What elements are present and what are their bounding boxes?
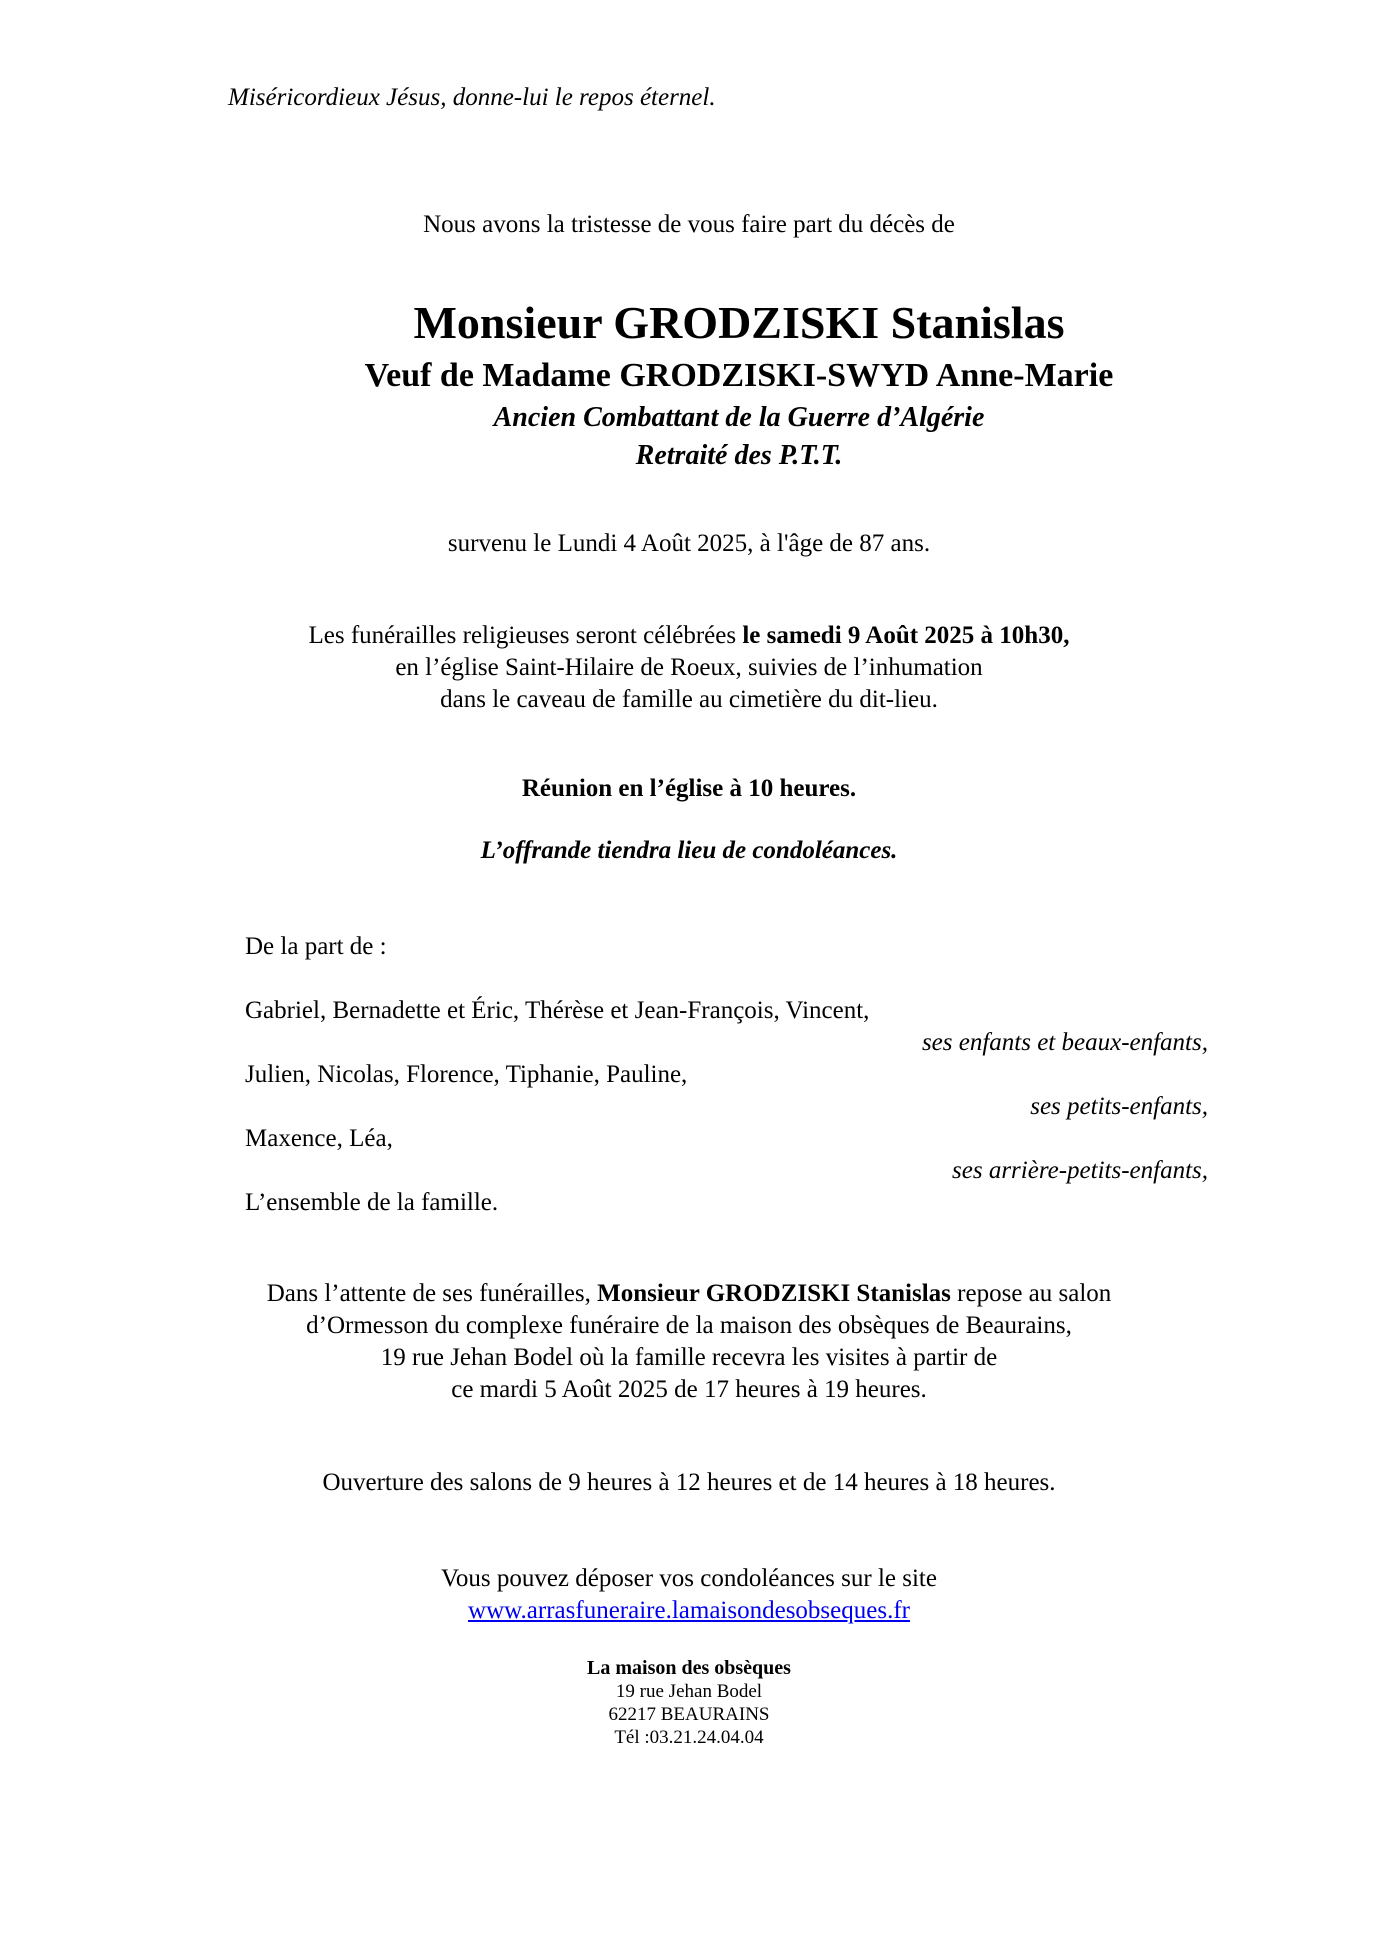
family-relation-grandchildren: ses petits-enfants, bbox=[1030, 1093, 1208, 1120]
funeral-home-footer bbox=[0, 1657, 1378, 1749]
condolences-link[interactable] bbox=[0, 1595, 1378, 1627]
funeral-home-phone: Tél :03.21.24.04.04 bbox=[614, 1727, 764, 1748]
family-names-grandchildren: Julien, Nicolas, Florence, Tiphanie, Pauline, bbox=[245, 1061, 688, 1088]
funeral-line-3: dans le caveau de famille au cimetière du dit-lieu. bbox=[440, 686, 938, 713]
family-relation-children: ses enfants et beaux-enfants, bbox=[921, 1029, 1208, 1056]
church-meeting-notice: Réunion en l’église à 10 heures. bbox=[521, 775, 857, 802]
funeral-line-1-text: Les funérailles religieuses seront célébrées bbox=[308, 622, 743, 649]
funeral-home-name: La maison des obsèques bbox=[587, 1657, 791, 1679]
funeral-date-time: le samedi 9 Août 2025 à 10h30, bbox=[742, 622, 1070, 649]
funeral-line-1 bbox=[0, 620, 1378, 652]
condolences-text: Vous pouvez déposer vos condoléances sur le site bbox=[441, 1565, 937, 1592]
family-names-children: Gabriel, Bernadette et Éric, Thérèse et Jean-François, Vincent, bbox=[245, 997, 870, 1024]
intro-text: Nous avons la tristesse de vous faire part du décès de bbox=[423, 211, 955, 238]
funeral-line-2: en l’église Saint-Hilaire de Roeux, suivies de l’inhumation bbox=[395, 654, 983, 681]
salon-line-2: d’Ormesson du complexe funéraire de la maison des obsèques de Beaurains, bbox=[306, 1312, 1072, 1339]
family-names-great-grandchildren: Maxence, Léa, bbox=[245, 1125, 393, 1152]
salon-line-4: ce mardi 5 Août 2025 de 17 heures à 19 heures. bbox=[451, 1376, 927, 1403]
funeral-home-address: 19 rue Jehan Bodel bbox=[615, 1681, 763, 1702]
death-notice: survenu le Lundi 4 Août 2025, à l'âge de 87 ans. bbox=[447, 530, 931, 557]
epigraph: Miséricordieux Jésus, donne-lui le repos éternel. bbox=[228, 84, 716, 111]
salon-line-1-post: repose au salon bbox=[950, 1280, 1112, 1307]
from-label: De la part de : bbox=[245, 933, 387, 960]
deceased-name: Monsieur GRODZISKI Stanislas bbox=[413, 297, 1065, 348]
salon-deceased-name: Monsieur GRODZISKI Stanislas bbox=[597, 1280, 951, 1307]
offering-notice: L’offrande tiendra lieu de condoléances. bbox=[480, 837, 898, 864]
salon-details bbox=[0, 1278, 1378, 1406]
opening-hours: Ouverture des salons de 9 heures à 12 heures et de 14 heures à 18 heures. bbox=[322, 1469, 1056, 1496]
widow-of-line: Veuf de Madame GRODZISKI-SWYD Anne-Marie bbox=[364, 357, 1114, 394]
funeral-home-city: 62217 BEAURAINS bbox=[608, 1704, 770, 1725]
salon-line-1-pre: Dans l’attente de ses funérailles, bbox=[266, 1280, 598, 1307]
salon-line-3: 19 rue Jehan Bodel où la famille recevra les visites à partir de bbox=[380, 1344, 998, 1371]
deceased-title-retired: Retraité des P.T.T. bbox=[635, 440, 843, 471]
family-names-all: L’ensemble de la famille. bbox=[245, 1189, 499, 1216]
family-relation-great-grandchildren: ses arrière-petits-enfants, bbox=[952, 1157, 1208, 1184]
condolences-link-text[interactable]: www.arrasfuneraire.lamaisondesobseques.fr bbox=[468, 1597, 910, 1624]
salon-line-1 bbox=[0, 1278, 1378, 1310]
deceased-title-veteran: Ancien Combattant de la Guerre d’Algérie bbox=[493, 402, 985, 433]
funeral-details bbox=[0, 620, 1378, 716]
